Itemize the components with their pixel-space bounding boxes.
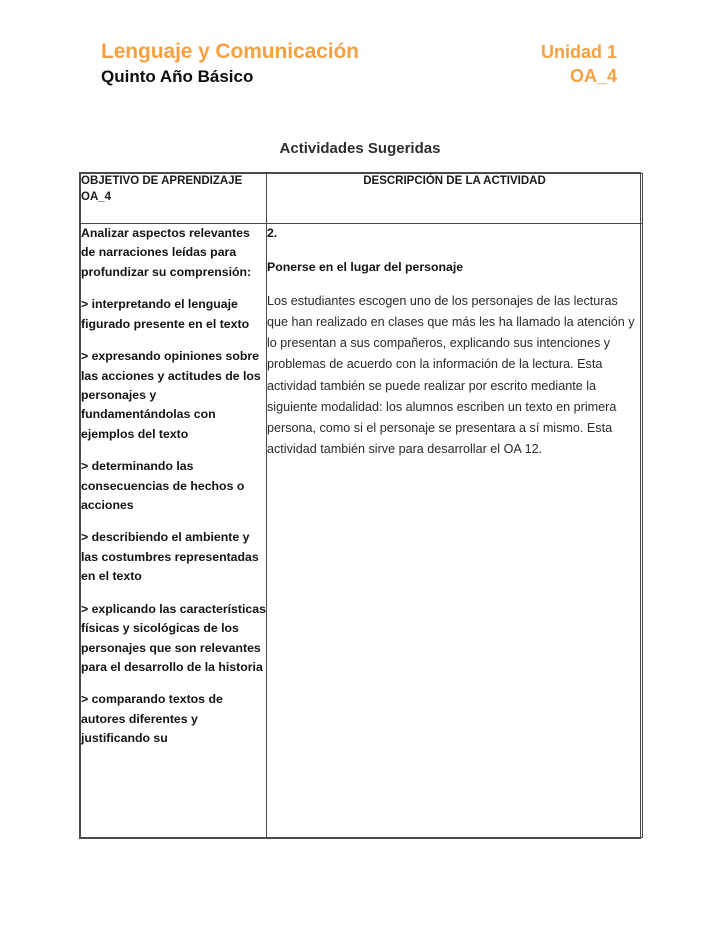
objective-bullet: > interpretando el lenguaje figurado presente en el texto bbox=[81, 297, 250, 331]
objective-intro: Analizar aspectos relevantes de narraciones leídas para profundizar su comprensión: bbox=[81, 226, 252, 279]
objective-text bbox=[81, 224, 266, 749]
table-header-row bbox=[81, 174, 643, 224]
objective-bullet: > describiendo el ambiente y las costumbres representadas en el texto bbox=[81, 530, 259, 584]
objective-bullet: > comparando textos de autores diferentes y justificando su bbox=[81, 692, 223, 746]
activity-number: 2. bbox=[267, 226, 278, 240]
subject-title: Lenguaje y Comunicación bbox=[101, 40, 359, 63]
table-header-objective: OBJETIVO DE APRENDIZAJE OA_4 bbox=[81, 174, 267, 224]
masthead-row-secondary bbox=[101, 66, 617, 87]
objective-bullet: > explicando las características físicas y sicológicas de los personajes que son relevantes para el desarrollo de la historia bbox=[81, 601, 266, 675]
suggested-activities-table bbox=[79, 172, 641, 839]
description-cell bbox=[267, 224, 643, 838]
table-body-group bbox=[81, 224, 643, 838]
activities-table-element bbox=[80, 173, 643, 838]
objective-bullet: > expresando opiniones sobre las acciones y actitudes de los personajes y fundamentándolas con ejemplos del texto bbox=[81, 349, 261, 441]
document-masthead bbox=[101, 40, 617, 87]
table-row bbox=[81, 224, 643, 838]
objective-bullet: > determinando las consecuencias de hechos o acciones bbox=[81, 459, 245, 513]
unit-label: Unidad 1 bbox=[540, 42, 617, 62]
table-header-description: DESCRIPCIÓN DE LA ACTIVIDAD bbox=[267, 174, 643, 224]
activity-heading: Ponerse en el lugar del personaje bbox=[267, 260, 464, 275]
section-title: Actividades Sugeridas bbox=[279, 140, 441, 157]
activity-body-text: Los estudiantes escogen uno de los personajes de las lecturas que han realizado en clases que más les ha llamado la atención y lo presentan a sus compañeros, explicando sus intenciones y problemas de acuerdo con la información de la lectura. Esta actividad también se puede realizar por escrito mediante la siguiente modalidad: los alumnos escriben un texto en primera persona, como si el personaje se presentara a sí mismo. Esta actividad también sirve para desarrollar el OA 12. bbox=[267, 293, 635, 456]
masthead-row-primary bbox=[101, 40, 617, 64]
grade-title: Quinto Año Básico bbox=[101, 67, 254, 86]
objective-code-label: OA_4 bbox=[569, 66, 617, 86]
table-header-group bbox=[81, 174, 643, 224]
objective-cell bbox=[81, 224, 267, 838]
